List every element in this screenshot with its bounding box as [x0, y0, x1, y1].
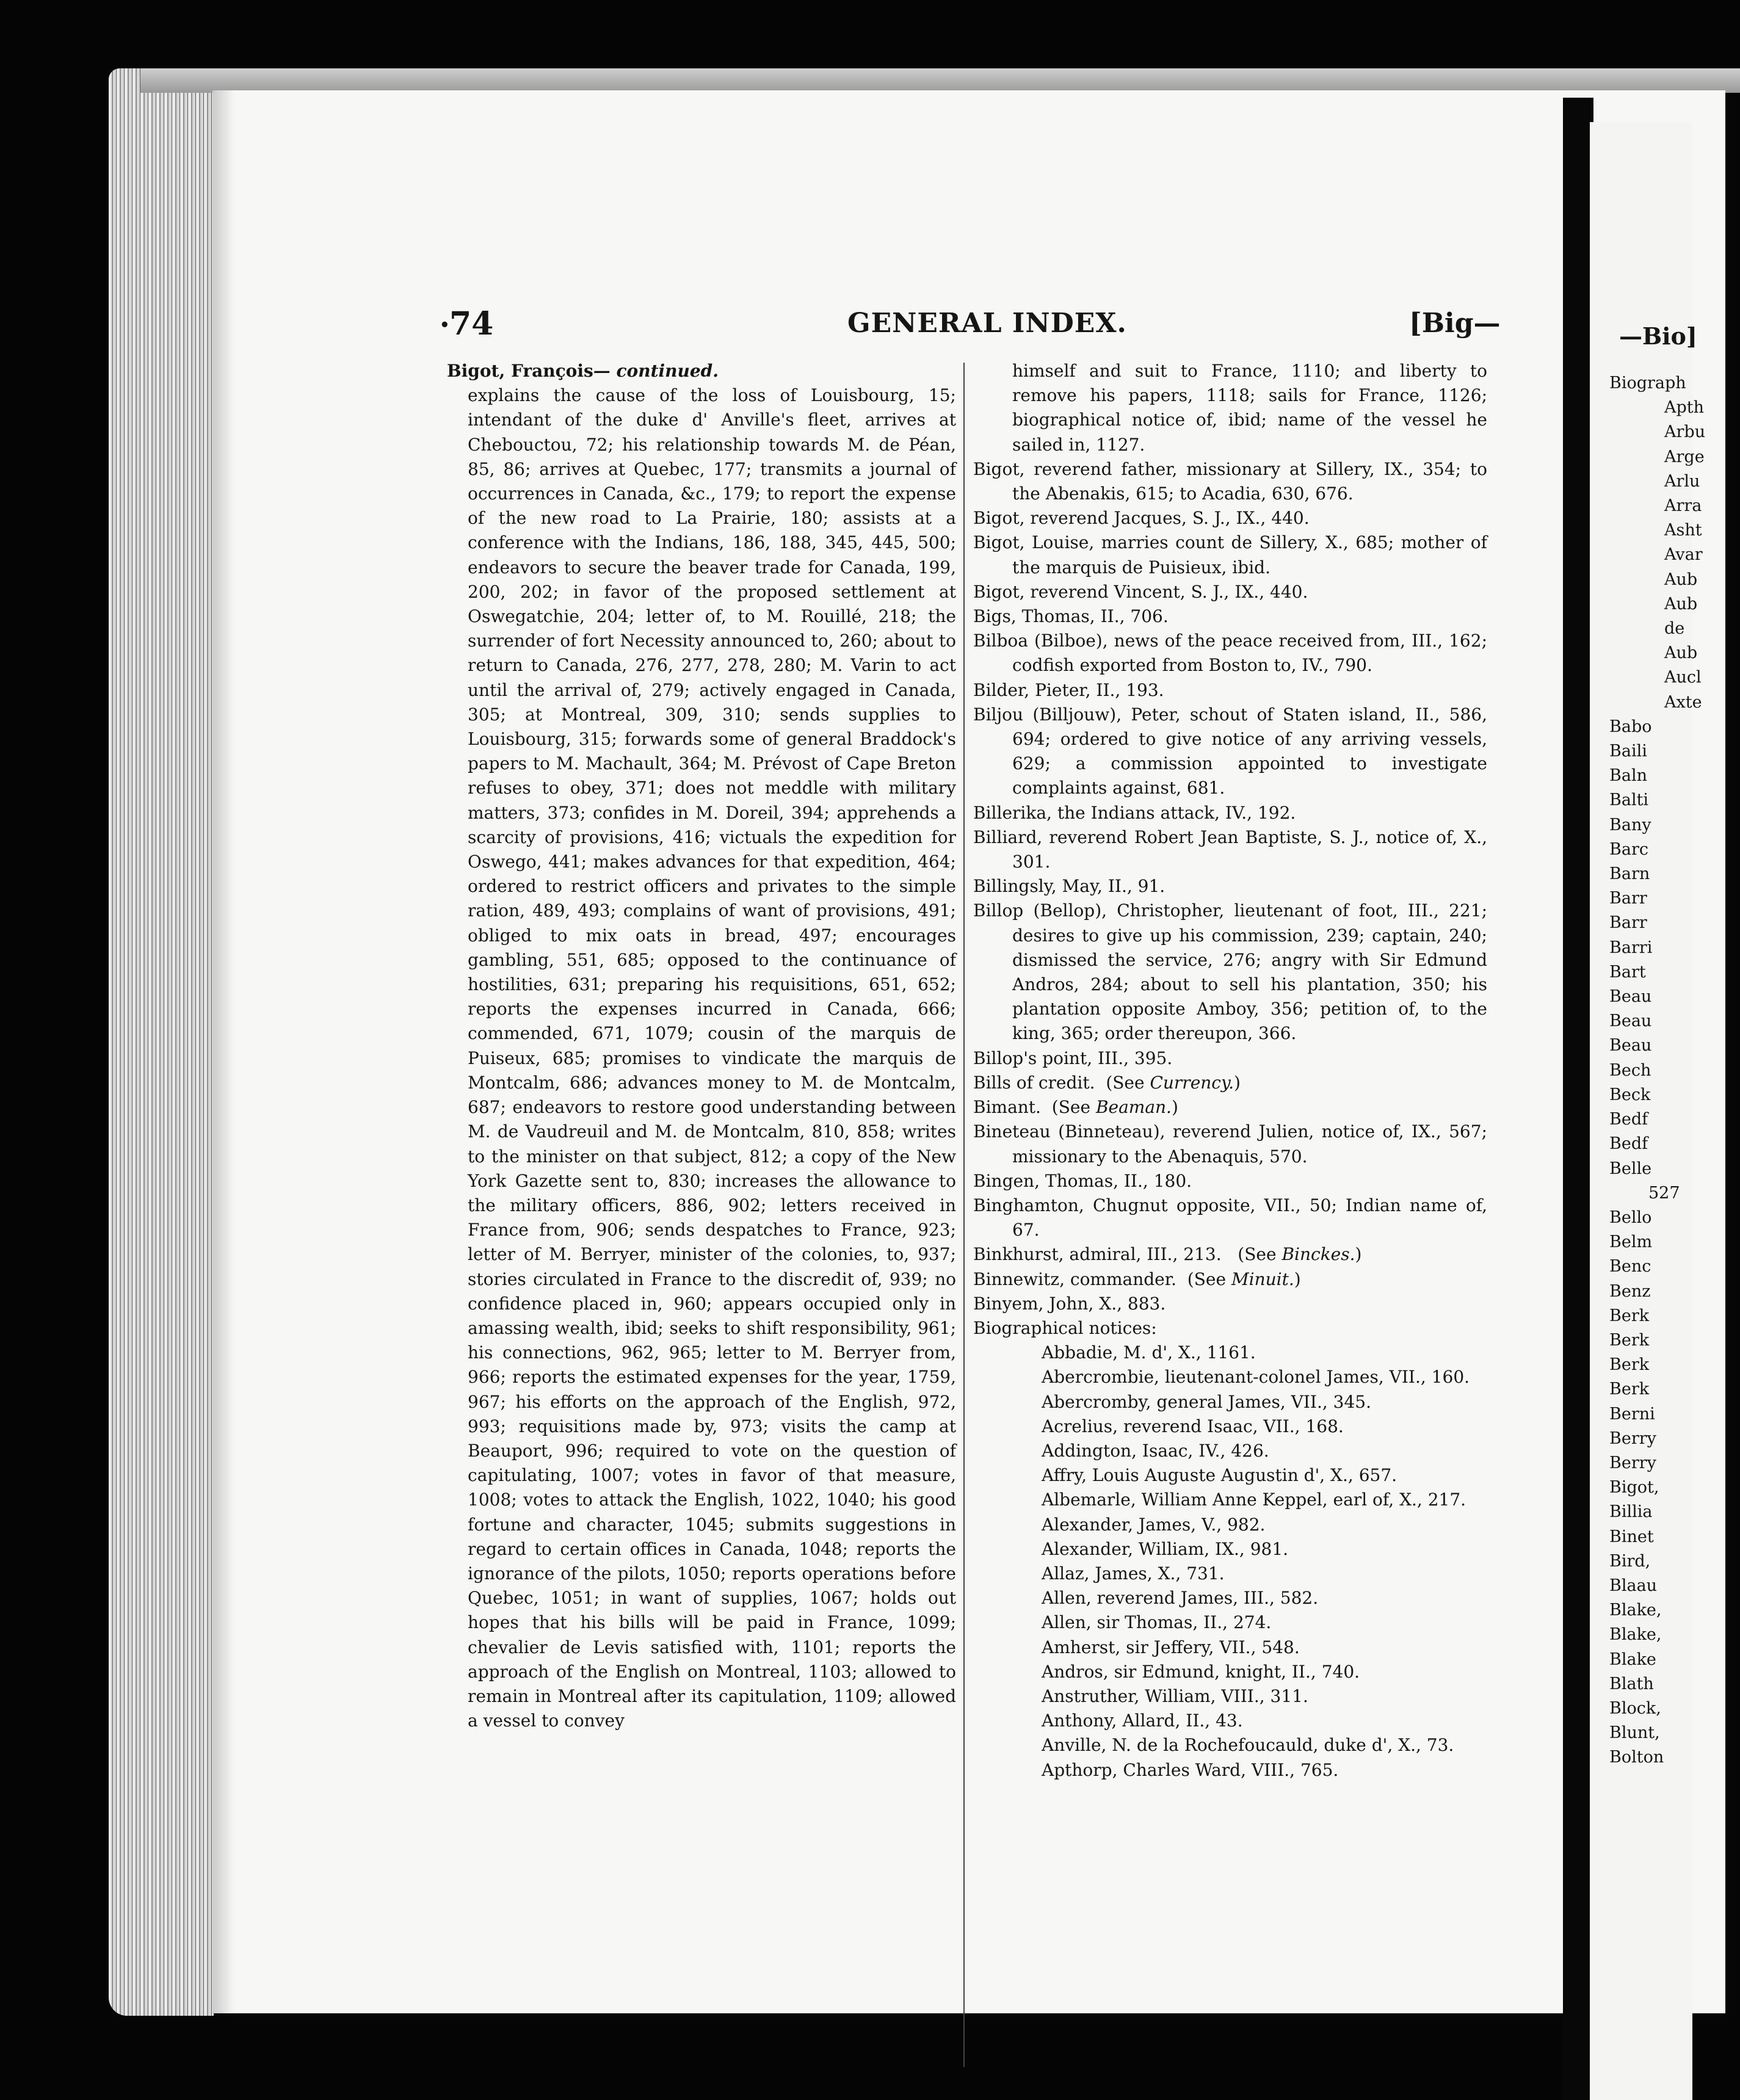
facing-page-line: Barn	[1609, 864, 1650, 884]
bio-notice-item: Amherst, sir Jeffery, VII., 548.	[1042, 1637, 1300, 1657]
facing-page-line: Berk	[1609, 1330, 1650, 1350]
index-entry: Billiard, reverend Robert Jean Baptiste, S. J., notice of, X., 301.	[973, 827, 1487, 872]
bio-notice-item: Alexander, William, IX., 981.	[1042, 1538, 1289, 1559]
page-gutter-shadow	[212, 90, 234, 2013]
bio-notice-item: Anville, N. de la Rochefoucauld, duke d', X., 73.	[1042, 1735, 1454, 1756]
index-entry: Bigot, reverend father, missionary at Sillery, IX., 354; to the Abenakis, 615; to Acadia, 630, 676.	[973, 458, 1487, 504]
facing-page-line: Balti	[1609, 791, 1649, 810]
facing-page-line: Blake	[1609, 1649, 1656, 1669]
facing-page-line: Bart	[1609, 962, 1646, 982]
index-entry: Bigot, Louise, marries count de Sillery, X., 685; mother of the marquis de Puisieux, ibid.	[973, 532, 1487, 578]
facing-page-line: Berry	[1609, 1428, 1656, 1448]
book-page-edges	[109, 68, 214, 2016]
bio-notice-item: Alexander, James, V., 982.	[1042, 1514, 1266, 1535]
facing-page-line: Aub	[1664, 643, 1698, 663]
facing-page-line: Bolton	[1609, 1748, 1664, 1767]
column-divider	[963, 363, 965, 2067]
facing-page-line: Belle	[1609, 1159, 1652, 1178]
bio-notice-item: Allen, sir Thomas, II., 274.	[1042, 1612, 1272, 1633]
index-entry-heading	[447, 359, 956, 383]
index-entry: Bigot, reverend Vincent, S. J., IX., 440.	[973, 581, 1308, 602]
facing-page-line: Benz	[1609, 1281, 1651, 1301]
facing-page-line: Arbu	[1664, 422, 1706, 442]
facing-page-line: Bany	[1609, 815, 1651, 835]
facing-page-line: Asht	[1664, 521, 1702, 540]
bio-heading: Biographical notices:	[973, 1317, 1157, 1338]
biographical-notices-list	[973, 1341, 1487, 1783]
index-entry: Billingsly, May, II., 91.	[973, 876, 1165, 897]
entry-continuation: himself and suit to France, 1110; and liberty to remove his papers, 1118; sails for France, 1126; biographical notice of, ibid; name of the vessel he sailed in, 1127.	[1012, 361, 1487, 455]
page-number: • 74	[449, 305, 493, 342]
facing-page-line: Bello	[1609, 1208, 1652, 1227]
bio-notice-item: Allaz, James, X., 731.	[1042, 1563, 1225, 1584]
bio-notice-item: Anstruther, William, VIII., 311.	[1042, 1685, 1308, 1706]
facing-page-line: Beau	[1609, 1012, 1652, 1031]
facing-page-line: Baln	[1609, 766, 1647, 786]
facing-page-line: Blake,	[1609, 1601, 1662, 1620]
index-entry: Bilder, Pieter, II., 193.	[973, 679, 1164, 700]
facing-page-line: Arlu	[1664, 471, 1700, 491]
facing-page-line: Berry	[1609, 1453, 1656, 1472]
index-entry: Billop's point, III., 395.	[973, 1048, 1173, 1068]
book-top-edge	[140, 68, 1740, 93]
facing-page-line: Baili	[1609, 742, 1647, 761]
page-title: GENERAL INDEX.	[847, 308, 1127, 339]
bio-notice-item: Albemarle, William Anne Keppel, earl of, X., 217.	[1042, 1490, 1466, 1510]
facing-page-line: Bedf	[1609, 1134, 1648, 1154]
facing-page-line: de	[1664, 619, 1685, 639]
facing-page-line: Biograph	[1609, 374, 1686, 393]
index-entry: Bills of credit. (See Currency.)	[973, 1072, 1241, 1093]
facing-page-line: Avar	[1664, 545, 1703, 565]
facing-page-header: —Bio]	[1619, 322, 1697, 350]
facing-page-line: Aub	[1664, 570, 1698, 589]
facing-page-line: Berni	[1609, 1404, 1655, 1424]
facing-page-line: Blath	[1609, 1674, 1654, 1693]
facing-page-line: Beau	[1609, 987, 1652, 1007]
bio-notice-item: Addington, Isaac, IV., 426.	[1042, 1440, 1269, 1461]
index-entry: Bigs, Thomas, II., 706.	[973, 606, 1169, 627]
index-entry: Bigot, reverend Jacques, S. J., IX., 440.	[973, 508, 1310, 529]
facing-page-line: Arra	[1664, 496, 1702, 516]
facing-page-line: Benc	[1609, 1257, 1651, 1276]
index-entry: Bingen, Thomas, II., 180.	[973, 1170, 1192, 1191]
index-entry: Binghamton, Chugnut opposite, VII., 50; Indian name of, 67.	[973, 1195, 1487, 1240]
facing-page-line: Aucl	[1664, 668, 1702, 687]
facing-page-line: Barc	[1609, 839, 1648, 859]
bio-notice-item: Anthony, Allard, II., 43.	[1042, 1711, 1243, 1731]
facing-page-line: Bigot,	[1609, 1478, 1659, 1497]
index-entry: Billerika, the Indians attack, IV., 192.	[973, 802, 1296, 823]
facing-page-line: Axte	[1664, 692, 1702, 712]
bio-notice-item: Abercromby, general James, VII., 345.	[1042, 1391, 1372, 1412]
facing-page-line: Blaau	[1609, 1576, 1658, 1595]
entry-body: explains the cause of the loss of Louisbourg, 15; intendant of the duke d' Anville's fleet, arrives at Chebouctou, 72; his relationship towards M. de Péan, 85, 86; arrives at Quebec, 177; transmits a journal of occurrences in Canada, &c., 179; to report the expense of the new road to La Prairie, 180; assists at a conference with the Indians, 186, 188, 345, 445, 500; endeavors to secure the beaver trade for Canada, 199, 200, 202; in favor of the proposed settlement at Oswegatchie, 204; letter of, to M. Rouillé, 218; the surrender of fort Necessity announced to, 260; about to return to Canada, 276, 277, 278, 280; M. Varin to act until the arrival of, 279; actively engaged in Canada, 305; at Montreal, 309, 310; sends supplies to Louisbourg, 315; forwards some of general Braddock's papers to M. Machault, 364; M. Prévost of Cape Breton refuses to obey, 371; does not meddle with military matters, 373; confides in M. Doreil, 394; apprehends a scarcity of provisions, 416; victuals the expedition for Oswego, 441; makes advances for that expedition, 464; ordered to restrict officers and privates to the simple ration, 489, 493; complains of want of provisions, 491; obliged to mix oats in bread, 497; encourages gambling, 551, 685; opposed to the continuance of hostilities, 631; preparing his requisitions, 651, 652; reports the expenses incurred in Canada, 666; commended, 671, 1079; cousin of the marquis de Puiseux, 685; promises to vindicate the marquis de Montcalm, 686; advances money to M. de Montcalm, 687; endeavors to restore good understanding between M. de Vaudreuil and M. de Montcalm, 810, 858; writes to the minister on that subject, 812; a copy of the New York Gazette sent to, 830; increases the allowance to the military officers, 886, 902; letters received in France from, 906; sends despatches to France, 923; letter of M. Berryer, minister of the colonies, to, 937; stories circulated in France to the discredit of, 939; no confidence placed in, 960; appears occupied only in amassing wealth, ibid; seeks to shift responsibility, 961; his connections, 962, 965; letter to M. Berryer from, 966; reports the estimated expenses for the year, 1759, 967; his efforts on the approach of the English, 972, 993; requisitions made by, 973; visits the camp at Beauport, 996; required to vote on the question of capitulating, 1007; votes in favor of that measure, 1008; votes to attack the English, 1022, 1040; his good fortune and character, 1045; submits suggestions in regard to certain offices in Canada, 1048; reports the ignorance of the pilots, 1050; reports operations before Quebec, 1051; in want of supplies, 1067; holds out hopes that his bills will be paid in France, 1099; chevalier de Levis satisfied with, 1101; reports the approach of the English on Montreal, 1103; allowed to remain in Montreal after its capitulation, 1109; allowed a vessel to convey	[468, 385, 956, 1731]
facing-page-line: Barr	[1609, 913, 1647, 933]
index-entry: Binnewitz, commander. (See Minuit.)	[973, 1269, 1301, 1289]
bio-notice-item: Abbadie, M. d', X., 1161.	[1042, 1342, 1256, 1363]
facing-page-line: Beck	[1609, 1085, 1651, 1104]
facing-page-lines	[1609, 371, 1705, 1770]
facing-page-line: Arge	[1664, 447, 1705, 466]
entry-continued-note: — continued.	[593, 361, 719, 381]
bio-notice-item: Affry, Louis Auguste Augustin d', X., 657.	[1042, 1465, 1397, 1486]
index-entry: Binkhurst, admiral, III., 213. (See Binckes.)	[973, 1244, 1362, 1265]
index-entry: Binyem, John, X., 883.	[973, 1293, 1166, 1314]
bio-notice-item: Andros, sir Edmund, knight, II., 740.	[1042, 1661, 1360, 1682]
right-column	[973, 359, 1487, 1783]
index-entry: Billop (Bellop), Christopher, lieutenant of foot, III., 221; desires to give up his commission, 239; captain, 240; dismissed the service, 276; angry with Sir Edmund Andros, 284; about to sell his plantation, 350; his plantation opposite Amboy, 356; petition of, to the king, 365; order thereupon, 366.	[973, 900, 1487, 1044]
bio-notice-item: Apthorp, Charles Ward, VIII., 765.	[1042, 1759, 1339, 1780]
index-entry: Biljou (Billjouw), Peter, schout of Staten island, II., 586, 694; ordered to give notice of any arriving vessels, 629; a commission appointed to investigate complaints against, 681.	[973, 704, 1487, 798]
facing-page-line: Aub	[1664, 594, 1698, 614]
facing-page-line: 527	[1648, 1183, 1680, 1203]
index-entries	[973, 1120, 1487, 1242]
bio-notice-item: Allen, reverend James, III., 582.	[1042, 1588, 1319, 1609]
bio-notice-item: Abercrombie, lieutenant-colonel James, VII., 160.	[1042, 1367, 1470, 1388]
book-page	[212, 90, 1725, 2013]
facing-page-line: Berk	[1609, 1355, 1650, 1375]
facing-page-line: Babo	[1609, 717, 1652, 736]
facing-page-line: Belm	[1609, 1233, 1653, 1252]
facing-page-line: Barri	[1609, 938, 1653, 957]
facing-page-line: Berk	[1609, 1306, 1650, 1325]
left-column	[447, 359, 956, 1733]
facing-page-line: Blunt,	[1609, 1723, 1660, 1743]
facing-page-line: Beau	[1609, 1036, 1652, 1055]
entry-name: Bigot, François	[447, 361, 593, 381]
facing-page-line: Barr	[1609, 889, 1647, 908]
index-entry: Bimant. (See Beaman.)	[973, 1097, 1178, 1118]
facing-page-line: Billia	[1609, 1502, 1653, 1522]
facing-page-fragment	[1590, 122, 1706, 2100]
book-gutter	[1563, 98, 1593, 2100]
index-entry: Bilboa (Bilboe), news of the peace received from, III., 162; codfish exported from Boston to, IV., 790.	[973, 631, 1487, 676]
facing-page-line: Bedf	[1609, 1110, 1648, 1129]
index-entry: Bineteau (Binneteau), reverend Julien, notice of, IX., 567; missionary to the Abenaquis, 570.	[973, 1121, 1487, 1167]
facing-page-line: Apth	[1664, 398, 1705, 418]
facing-page-line: Berk	[1609, 1380, 1650, 1399]
facing-page-line: Blake,	[1609, 1625, 1662, 1645]
facing-page-line: Binet	[1609, 1527, 1654, 1546]
bio-notice-item: Acrelius, reverend Isaac, VII., 168.	[1042, 1416, 1344, 1436]
index-entries	[973, 457, 1487, 1071]
facing-page-line: Bech	[1609, 1060, 1651, 1080]
range-marker: [Big—	[1409, 308, 1501, 339]
facing-page-line: Block,	[1609, 1698, 1661, 1718]
facing-page-line: Bird,	[1609, 1551, 1651, 1571]
